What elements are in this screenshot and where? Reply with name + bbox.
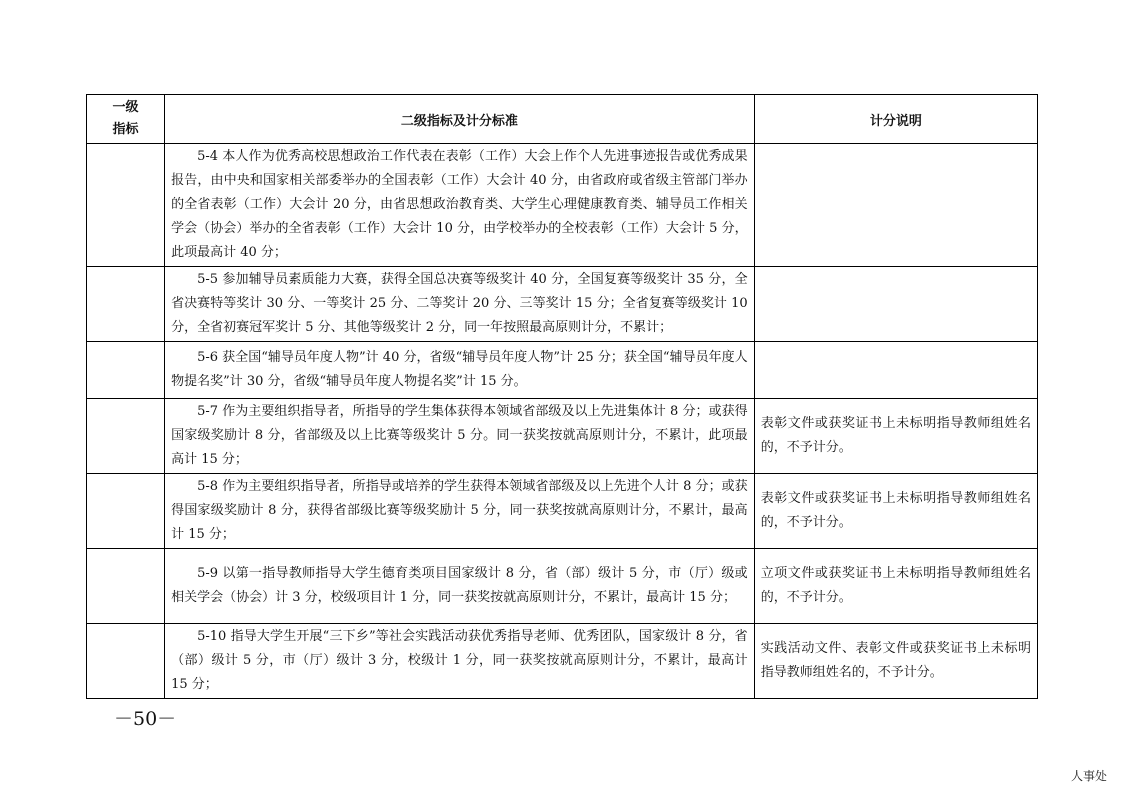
criteria-cell: 5-6 获全国“辅导员年度人物”计 40 分，省级“辅导员年度人物”计 25 分；获全国“辅导员年度人物提名奖”计 30 分，省级“辅导员年度人物提名奖”计 15 分。	[165, 342, 755, 399]
primary-cell	[87, 267, 165, 342]
criteria-cell: 5-10 指导大学生开展“三下乡”等社会实践活动获优秀指导老师、优秀团队，国家级计 8 分，省（部）级计 5 分，市（厅）级计 3 分，校级计 1 分，同一获奖按就高原则计分，不累计，最高计 15 分；	[165, 624, 755, 699]
table-row	[87, 144, 1038, 267]
criteria-cell: 5-4 本人作为优秀高校思想政治工作代表在表彰（工作）大会上作个人先进事迹报告或优秀成果报告，由中央和国家相关部委举办的全国表彰（工作）大会计 40 分，由省政府或省级主管部门举办的全省表彰（工作）大会计 20 分，由省思想政治教育类、大学生心理健康教育类、辅导员工作相关学会（协会）举办的全省表彰（工作）大会计 10 分，由学校举办的全校表彰（工作）大会计 5 分，此项最高计 40 分；	[165, 144, 755, 267]
header-primary-indicator	[87, 95, 165, 144]
page-number: －50－	[114, 708, 177, 730]
scoring-criteria-table	[86, 94, 1038, 699]
notes-cell	[754, 267, 1037, 342]
criteria-cell: 5-9 以第一指导教师指导大学生德育类项目国家级计 8 分，省（部）级计 5 分，市（厅）级或相关学会（协会）计 3 分，校级项目计 1 分，同一获奖按就高原则计分，不累计，最高计 15 分；	[165, 549, 755, 624]
table-row	[87, 342, 1038, 399]
table-header-row	[87, 95, 1038, 144]
table-row	[87, 399, 1038, 474]
notes-cell: 立项文件或获奖证书上未标明指导教师组姓名的，不予计分。	[754, 549, 1037, 624]
primary-cell	[87, 624, 165, 699]
primary-cell	[87, 144, 165, 267]
header-secondary-indicator: 二级指标及计分标准	[165, 95, 755, 144]
header-primary-line2: 指标	[112, 122, 139, 137]
notes-cell	[754, 144, 1037, 267]
notes-cell: 实践活动文件、表彰文件或获奖证书上未标明指导教师组姓名的，不予计分。	[754, 624, 1037, 699]
header-scoring-notes: 计分说明	[754, 95, 1037, 144]
table-row	[87, 549, 1038, 624]
notes-cell	[754, 342, 1037, 399]
primary-cell	[87, 399, 165, 474]
criteria-cell: 5-5 参加辅导员素质能力大赛，获得全国总决赛等级奖计 40 分，全国复赛等级奖计 35 分，全省决赛特等奖计 30 分、一等奖计 25 分、二等奖计 20 分、三等奖计 15 分；全省复赛等级奖计 10 分，全省初赛冠军奖计 5 分、其他等级奖计 2 分，同一年按照最高原则计分，不累计；	[165, 267, 755, 342]
table-row	[87, 267, 1038, 342]
table-row	[87, 624, 1038, 699]
criteria-cell: 5-8 作为主要组织指导者，所指导或培养的学生获得本领域省部级及以上先进个人计 8 分；或获得国家级奖励计 8 分，获得省部级比赛等级奖励计 5 分，同一获奖按就高原则计分，不累计，最高计 15 分；	[165, 474, 755, 549]
table-row	[87, 474, 1038, 549]
primary-cell	[87, 342, 165, 399]
notes-cell: 表彰文件或获奖证书上未标明指导教师组姓名的，不予计分。	[754, 474, 1037, 549]
primary-cell	[87, 549, 165, 624]
criteria-cell: 5-7 作为主要组织指导者，所指导的学生集体获得本领域省部级及以上先进集体计 8 分；或获得国家级奖励计 8 分，省部级及以上比赛等级奖计 5 分。同一获奖按就高原则计分，不累计，此项最高计 15 分；	[165, 399, 755, 474]
department-watermark: 人事处	[1071, 769, 1108, 783]
primary-cell	[87, 474, 165, 549]
notes-cell: 表彰文件或获奖证书上未标明指导教师组姓名的，不予计分。	[754, 399, 1037, 474]
header-primary-line1: 一级	[112, 100, 139, 115]
